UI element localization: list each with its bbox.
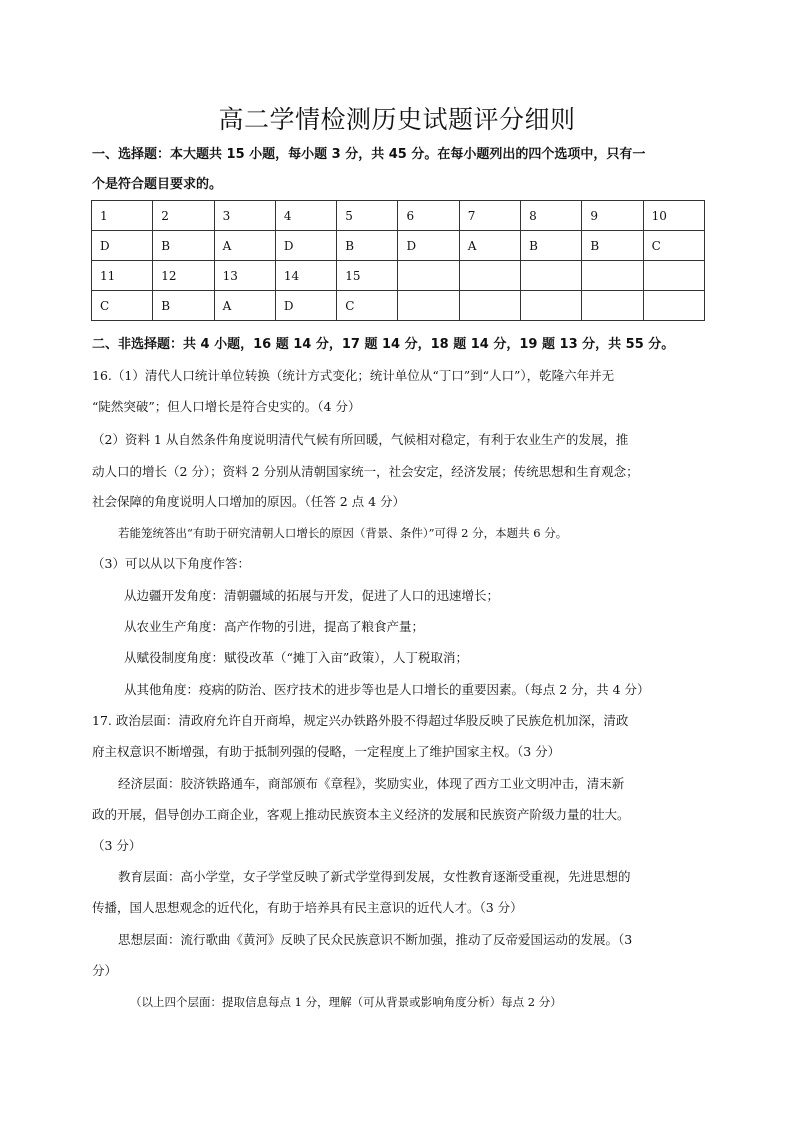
q17-economic-line-3: （3 分） bbox=[92, 838, 142, 853]
table-cell: 2 bbox=[153, 201, 214, 231]
table-cell: 13 bbox=[214, 261, 275, 291]
q16-part3-item-border: 从边疆开发角度：清朝疆域的拓展与开发，促进了人口的迅速增长； bbox=[124, 588, 500, 603]
q16-part2-line-1: （2）资料 1 从自然条件角度说明清代气候有所回暖，气候相对稳定，有利于农业生产的发展，推 bbox=[92, 432, 629, 447]
table-cell: B bbox=[337, 231, 398, 261]
table-cell: 11 bbox=[92, 261, 153, 291]
table-cell: D bbox=[275, 231, 336, 261]
table-cell: A bbox=[214, 291, 275, 321]
table-cell: A bbox=[459, 231, 520, 261]
q16-note: 若能笼统答出“有助于研究清朝人口增长的原因（背景、条件）”可得 2 分，本题共 6 分。 bbox=[118, 526, 568, 540]
table-cell: 15 bbox=[337, 261, 398, 291]
table-cell: 6 bbox=[398, 201, 459, 231]
q17-education-line-1: 教育层面：高小学堂，女子学堂反映了新式学堂得到发展，女性教育逐渐受重视，先进思想的 bbox=[118, 869, 631, 884]
table-cell bbox=[582, 291, 643, 321]
section-1-heading-line-2: 个是符合题目要求的。 bbox=[92, 177, 223, 192]
q16-part1-line-1: 16.（1）清代人口统计单位转换（统计方式变化；统计单位从“丁口”到“人口”），乾隆六年并无 bbox=[92, 368, 615, 383]
q16-part3-item-other: 从其他角度：疫病的防治、医疗技术的进步等也是人口增长的重要因素。（每点 2 分，共 4 分） bbox=[124, 682, 650, 697]
table-cell bbox=[459, 261, 520, 291]
table-cell bbox=[521, 261, 582, 291]
q17-education-line-2: 传播，国人思想观念的近代化，有助于培养具有民主意识的近代人才。（3 分） bbox=[92, 900, 523, 915]
table-cell: B bbox=[521, 231, 582, 261]
table-row bbox=[92, 261, 705, 291]
table-cell: D bbox=[275, 291, 336, 321]
table-cell bbox=[521, 291, 582, 321]
q16-part2-line-3: 社会保障的角度说明人口增加的原因。（任答 2 点 4 分） bbox=[92, 494, 406, 509]
table-cell: 10 bbox=[643, 201, 704, 231]
table-cell: C bbox=[337, 291, 398, 321]
table-cell: 4 bbox=[275, 201, 336, 231]
q17-economic-line-2: 政的开展，倡导创办工商企业，客观上推动民族资本主义经济的发展和民族资产阶级力量的壮大。 bbox=[92, 807, 630, 822]
q17-economic-line-1: 经济层面：胶济铁路通车，商部颁布《章程》，奖励实业，体现了西方工业文明冲击，清末新 bbox=[118, 776, 625, 791]
q17-political-line-1: 17. 政治层面：清政府允许自开商埠，规定兴办铁路外股不得超过华股反映了民族危机加深，清政 bbox=[92, 713, 629, 728]
table-cell bbox=[398, 291, 459, 321]
section-1-heading-line-1: 一、选择题：本大题共 15 小题，每小题 3 分，共 45 分。在每小题列出的四个选项中，只有一 bbox=[92, 147, 646, 162]
table-cell: B bbox=[153, 291, 214, 321]
table-row bbox=[92, 231, 705, 261]
q16-part3-item-tax: 从赋役制度角度：赋役改革（“摊丁入亩”政策），人丁税取消； bbox=[124, 650, 469, 665]
table-row bbox=[92, 201, 705, 231]
table-cell: B bbox=[153, 231, 214, 261]
table-cell: 1 bbox=[92, 201, 153, 231]
table-cell: 14 bbox=[275, 261, 336, 291]
table-cell: 5 bbox=[337, 201, 398, 231]
q17-political-line-2: 府主权意识不断增强，有助于抵制列强的侵略，一定程度上了维护国家主权。（3 分） bbox=[92, 744, 561, 759]
table-cell: C bbox=[643, 231, 704, 261]
q16-part3-item-agriculture: 从农业生产角度：高产作物的引进，提高了粮食产量； bbox=[124, 619, 425, 634]
section-2-heading: 二、非选择题：共 4 小题，16 题 14 分，17 题 14 分，18 题 14 分，19 题 13 分，共 55 分。 bbox=[92, 337, 675, 352]
table-cell bbox=[643, 261, 704, 291]
q16-part2-line-2: 动人口的增长（2 分）；资料 2 分别从清朝国家统一，社会安定，经济发展；传统思想和生育观念； bbox=[92, 464, 639, 479]
q17-ideology-line-1: 思想层面：流行歌曲《黄河》反映了民众民族意识不断加强，推动了反帝爱国运动的发展。（3 bbox=[118, 932, 633, 947]
table-cell: B bbox=[582, 231, 643, 261]
page-title: 高二学情检测历史试题评分细则 bbox=[218, 105, 576, 134]
q17-ideology-line-2: 分） bbox=[92, 963, 118, 978]
answer-table bbox=[91, 200, 705, 321]
table-cell: 8 bbox=[521, 201, 582, 231]
q16-part1-line-2: “陡然突破”；但人口增长是符合史实的。（4 分） bbox=[92, 399, 361, 414]
table-row bbox=[92, 291, 705, 321]
table-cell: D bbox=[92, 231, 153, 261]
table-cell bbox=[398, 261, 459, 291]
table-cell bbox=[643, 291, 704, 321]
table-cell: 3 bbox=[214, 201, 275, 231]
table-cell: 12 bbox=[153, 261, 214, 291]
table-cell: C bbox=[92, 291, 153, 321]
table-cell: 7 bbox=[459, 201, 520, 231]
q17-note: （以上四个层面：提取信息每点 1 分，理解（可从背景或影响角度分析）每点 2 分） bbox=[130, 995, 562, 1009]
table-cell: 9 bbox=[582, 201, 643, 231]
table-cell bbox=[582, 261, 643, 291]
table-cell bbox=[459, 291, 520, 321]
q16-part3-heading: （3）可以从以下角度作答： bbox=[92, 556, 250, 571]
table-cell: D bbox=[398, 231, 459, 261]
table-cell: A bbox=[214, 231, 275, 261]
